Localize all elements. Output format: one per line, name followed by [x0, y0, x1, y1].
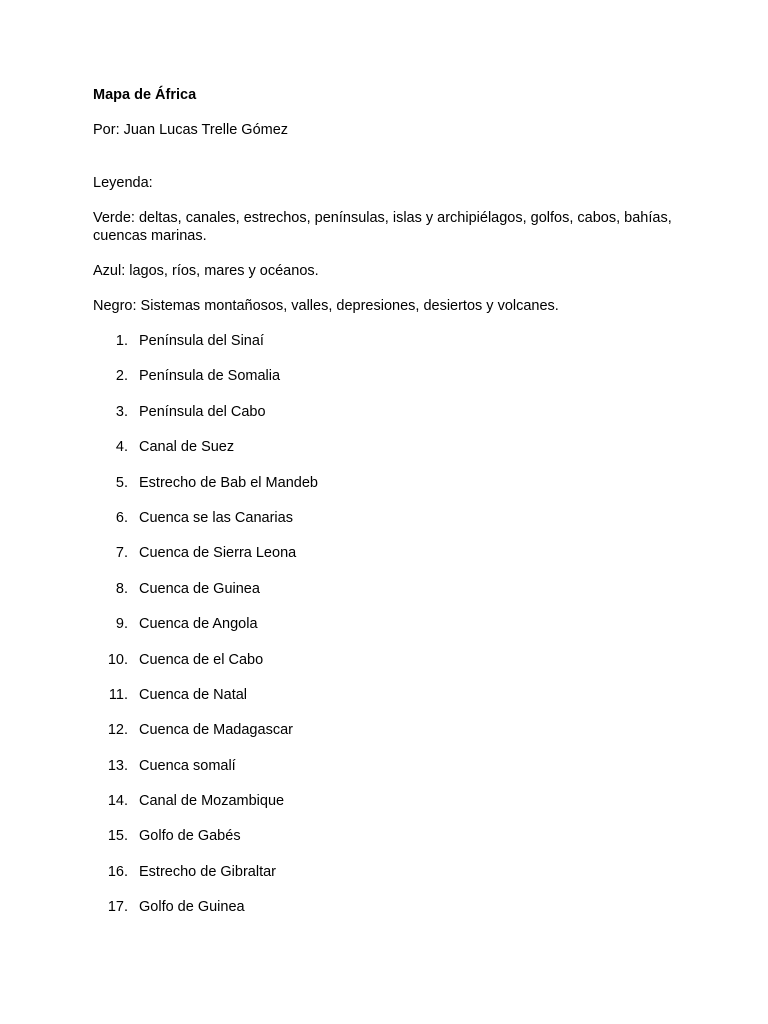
list-item-label: Canal de Suez	[139, 439, 235, 456]
list-item	[93, 367, 693, 385]
list-item-number: 9.	[115, 616, 128, 633]
list-item	[93, 792, 693, 810]
list-item	[93, 403, 693, 421]
list-item-number: 16.	[107, 863, 128, 880]
list-item-label: Cuenca somalí	[139, 757, 236, 774]
list-item	[93, 863, 693, 881]
list-item-label: Cuenca de Angola	[139, 616, 258, 633]
list-item-label: Cuenca de Madagascar	[139, 722, 293, 739]
list-item-label: Cuenca de Sierra Leona	[139, 545, 297, 562]
list-item-label: Estrecho de Bab el Mandeb	[139, 474, 318, 491]
list-item-label: Canal de Mozambique	[139, 793, 285, 810]
list-item	[93, 580, 693, 598]
legend-heading: Leyenda:	[93, 175, 153, 191]
list-item-number: 1.	[115, 333, 128, 349]
list-item-label: Golfo de Gabés	[139, 828, 241, 845]
list-item	[93, 827, 693, 845]
list-item-label: Cuenca de Guinea	[139, 580, 260, 597]
document-title: Mapa de África	[93, 87, 197, 103]
document-author: Por: Juan Lucas Trelle Gómez	[93, 122, 289, 138]
list-item	[93, 509, 693, 527]
list-item-number: 7.	[115, 545, 128, 562]
list-item-number: 8.	[115, 580, 128, 597]
list-item	[93, 474, 693, 492]
list-item-label: Península de Somalia	[139, 368, 281, 385]
list-item	[93, 757, 693, 775]
list-item	[93, 438, 693, 456]
list-item	[93, 898, 693, 916]
list-item-number: 2.	[115, 368, 128, 385]
list-item	[93, 332, 693, 350]
list-item-label: Península del Sinaí	[139, 333, 264, 349]
list-item-number: 3.	[115, 403, 128, 420]
legend-blue: Azul: lagos, ríos, mares y océanos.	[93, 263, 319, 279]
list-item-label: Cuenca de el Cabo	[139, 651, 264, 668]
list-item-label: Cuenca de Natal	[139, 686, 248, 703]
list-item	[93, 544, 693, 562]
list-item-label: Península del Cabo	[139, 403, 266, 420]
list-item	[93, 651, 693, 669]
list-item-number: 13.	[107, 757, 128, 774]
list-item-number: 14.	[107, 793, 128, 810]
legend-green: Verde: deltas, canales, estrechos, penínsulas, islas y archipiélagos, golfos, cabos, bahías, cuencas marinas.	[93, 210, 672, 244]
list-item-number: 6.	[115, 509, 128, 526]
list-item-label: Cuenca se las Canarias	[139, 509, 293, 526]
legend-black: Negro: Sistemas montañosos, valles, depresiones, desiertos y volcanes.	[93, 298, 559, 314]
list-item-number: 4.	[115, 439, 128, 456]
list-item-number: 12.	[107, 722, 128, 739]
document-page	[93, 86, 693, 934]
list-item-number: 17.	[107, 899, 128, 916]
numbered-list	[93, 332, 693, 916]
list-item-number: 11.	[108, 686, 128, 703]
list-item-label: Golfo de Guinea	[139, 899, 245, 916]
list-item-number: 10.	[107, 651, 128, 668]
list-item-number: 15.	[107, 828, 128, 845]
list-item	[93, 721, 693, 739]
list-item-number: 5.	[115, 474, 128, 491]
list-item	[93, 615, 693, 633]
list-item	[93, 686, 693, 704]
list-item-label: Estrecho de Gibraltar	[139, 863, 277, 880]
